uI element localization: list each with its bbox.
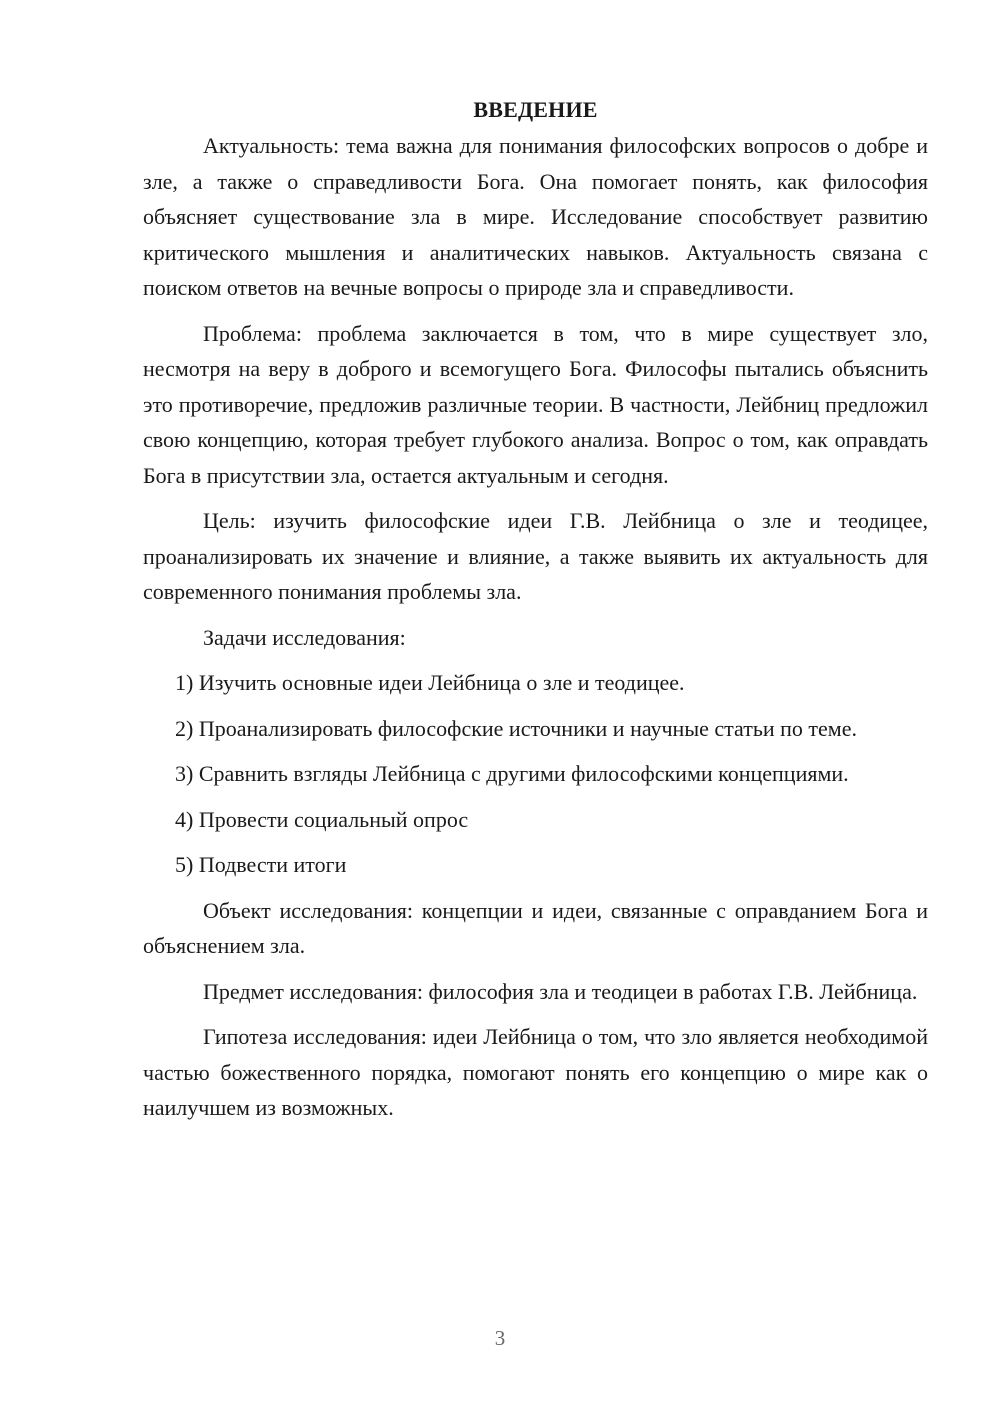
paragraph-hypothesis: Гипотеза исследования: идеи Лейбница о том, что зло является необходимой частью божественного порядка, помогают понять его концепцию о мире как о наилучшем из возможных.	[143, 1024, 928, 1120]
task-item: 5) Подвести итоги	[175, 852, 347, 877]
paragraph-goal: Цель: изучить философские идеи Г.В. Лейбница о зле и теодицее, проанализировать их значение и влияние, а также выявить их актуальность для современного понимания проблемы зла.	[143, 508, 928, 604]
page-number: 3	[494, 1326, 506, 1350]
task-item: 1) Изучить основные идеи Лейбница о зле и теодицее.	[175, 670, 685, 695]
paragraph-object: Объект исследования: концепции и идеи, связанные с оправданием Бога и объяснением зла.	[143, 897, 928, 958]
task-item: 4) Провести социальный опрос	[175, 806, 469, 832]
paragraph-problem: Проблема: проблема заключается в том, что в мире существует зло, несмотря на веру в доброго и всемогущего Бога. Философы пытались объяснить это противоречие, предложив различные теории. В частности, Лейбниц предложил свою концепцию, которая требует глубокого анализа. Вопрос о том, как оправдать Бога в присутствии зла, остается актуальным и сегодня.	[143, 320, 928, 488]
paragraph-subject: Предмет исследования: философия зла и теодицеи в работах Г.В. Лейбница.	[203, 978, 918, 1004]
paragraph-relevance: Актуальность: тема важна для понимания философских вопросов о добре и зле, а также о справедливости Бога. Она помогает понять, как философия объясняет существование зла в мире. Исследование способствует развитию критического мышления и аналитических навыков. Актуальность связана с поиском ответов на вечные вопросы о природе зла и справедливости.	[143, 133, 928, 300]
task-item: 3) Сравнить взгляды Лейбница с другими философскими концепциями.	[175, 761, 849, 786]
document-page	[143, 92, 928, 1126]
tasks-title: Задачи исследования:	[203, 624, 406, 650]
task-item: 2) Проанализировать философские источники и научные статьи по теме.	[175, 715, 857, 741]
section-heading: ВВЕДЕНИЕ	[473, 97, 598, 122]
